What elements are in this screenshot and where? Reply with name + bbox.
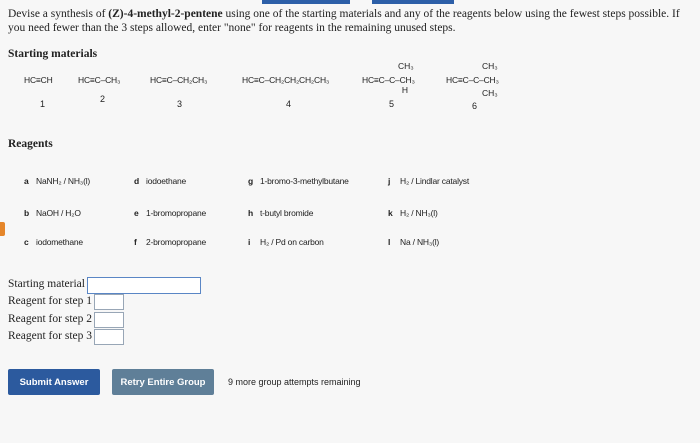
reagent-h <box>248 208 313 218</box>
step2-label: Reagent for step 2 <box>8 313 92 325</box>
reagent-j <box>388 176 469 186</box>
starting-material-2-number: 2 <box>100 94 106 104</box>
starting-material-6: HC≡C–C–CH₃ <box>446 75 499 85</box>
reagent-letter: g <box>248 176 253 186</box>
attention-marker <box>0 222 5 236</box>
step1-input[interactable] <box>94 294 124 310</box>
starting-materials-title: Starting materials <box>8 48 98 60</box>
reagent-letter: h <box>248 208 253 218</box>
starting-material-6-top: CH₃ <box>482 61 498 71</box>
target-compound: (Z)-4-methyl-2-pentene <box>108 8 223 20</box>
reagent-l <box>388 237 439 247</box>
step3-label: Reagent for step 3 <box>8 330 92 342</box>
starting-material-4-number: 4 <box>286 99 292 109</box>
reagent-text: H₂ / NH₃(l) <box>400 208 438 218</box>
reagent-letter: l <box>388 237 391 247</box>
starting-material-6-number: 6 <box>472 101 478 111</box>
reagent-letter: f <box>134 237 137 247</box>
starting-material-6-bottom: CH₃ <box>482 88 498 98</box>
reagent-letter: k <box>388 208 393 218</box>
reagent-c <box>24 237 83 247</box>
reagent-letter: j <box>388 176 391 186</box>
question-suffix: using one of the starting materials and any of the reagents below using the fewest steps possible. If you need fewer than the 3 steps allowed, enter "none" for reagents in the remaining unused steps. <box>8 8 680 34</box>
starting-material-3: HC≡C–CH₂CH₃ <box>150 75 208 85</box>
step2-input[interactable] <box>94 312 124 328</box>
reagent-text: Na / NH₃(l) <box>400 237 440 247</box>
retry-entire-group-button[interactable]: Retry Entire Group <box>112 369 214 395</box>
starting-material-1-number: 1 <box>40 99 46 109</box>
starting-material-label: Starting material <box>8 278 85 290</box>
starting-material-3-number: 3 <box>177 99 183 109</box>
reagent-f <box>134 237 206 247</box>
reagent-text: NaNH₂ / NH₃(l) <box>36 176 91 186</box>
reagent-b <box>24 208 81 218</box>
reagent-k <box>388 208 438 218</box>
reagent-text: H₂ / Pd on carbon <box>260 237 324 247</box>
top-bar <box>0 0 700 4</box>
reagent-letter: a <box>24 176 29 186</box>
references-tab[interactable] <box>372 0 454 4</box>
reagent-i <box>248 237 324 247</box>
reagent-text: 1-bromo-3-methylbutane <box>260 176 349 186</box>
starting-material-input[interactable] <box>87 277 201 294</box>
starting-material-2: HC≡C–CH₃ <box>78 75 121 85</box>
submit-answer-button[interactable]: Submit Answer <box>8 369 100 395</box>
starting-material-4: HC≡C–CH₂CH₂CH₂CH₃ <box>242 75 330 85</box>
reagent-text: 2-bromopropane <box>146 237 207 247</box>
reagent-text: 1-bromopropane <box>146 208 207 218</box>
reagent-text: iodomethane <box>36 237 83 247</box>
reagent-g <box>248 176 349 186</box>
reagent-text: t-butyl bromide <box>260 208 314 218</box>
question-text <box>8 7 694 35</box>
step3-input[interactable] <box>94 329 124 345</box>
question-prefix: Devise a synthesis of <box>8 8 109 20</box>
reagent-text: H₂ / Lindlar catalyst <box>400 176 470 186</box>
attempts-remaining: 9 more group attempts remaining <box>228 377 361 387</box>
reagent-e <box>134 208 206 218</box>
starting-material-1: HC≡CH <box>24 75 53 85</box>
reagent-text: iodoethane <box>146 176 187 186</box>
starting-material-5-bottom: H <box>401 85 409 95</box>
starting-material-5-top: CH₃ <box>398 61 414 71</box>
reagent-letter: c <box>24 237 29 247</box>
reagent-letter: d <box>134 176 139 186</box>
starting-material-5-number: 5 <box>389 99 395 109</box>
reagent-letter: e <box>134 208 139 218</box>
review-topics-tab[interactable] <box>262 0 350 4</box>
starting-material-5: HC≡C–C–CH₃ <box>362 75 415 85</box>
reagents-title: Reagents <box>8 138 53 150</box>
reagent-letter: i <box>248 237 251 247</box>
reagent-a <box>24 176 90 186</box>
reagent-text: NaOH / H₂O <box>36 208 81 218</box>
reagent-letter: b <box>24 208 29 218</box>
reagent-d <box>134 176 186 186</box>
step1-label: Reagent for step 1 <box>8 295 92 307</box>
